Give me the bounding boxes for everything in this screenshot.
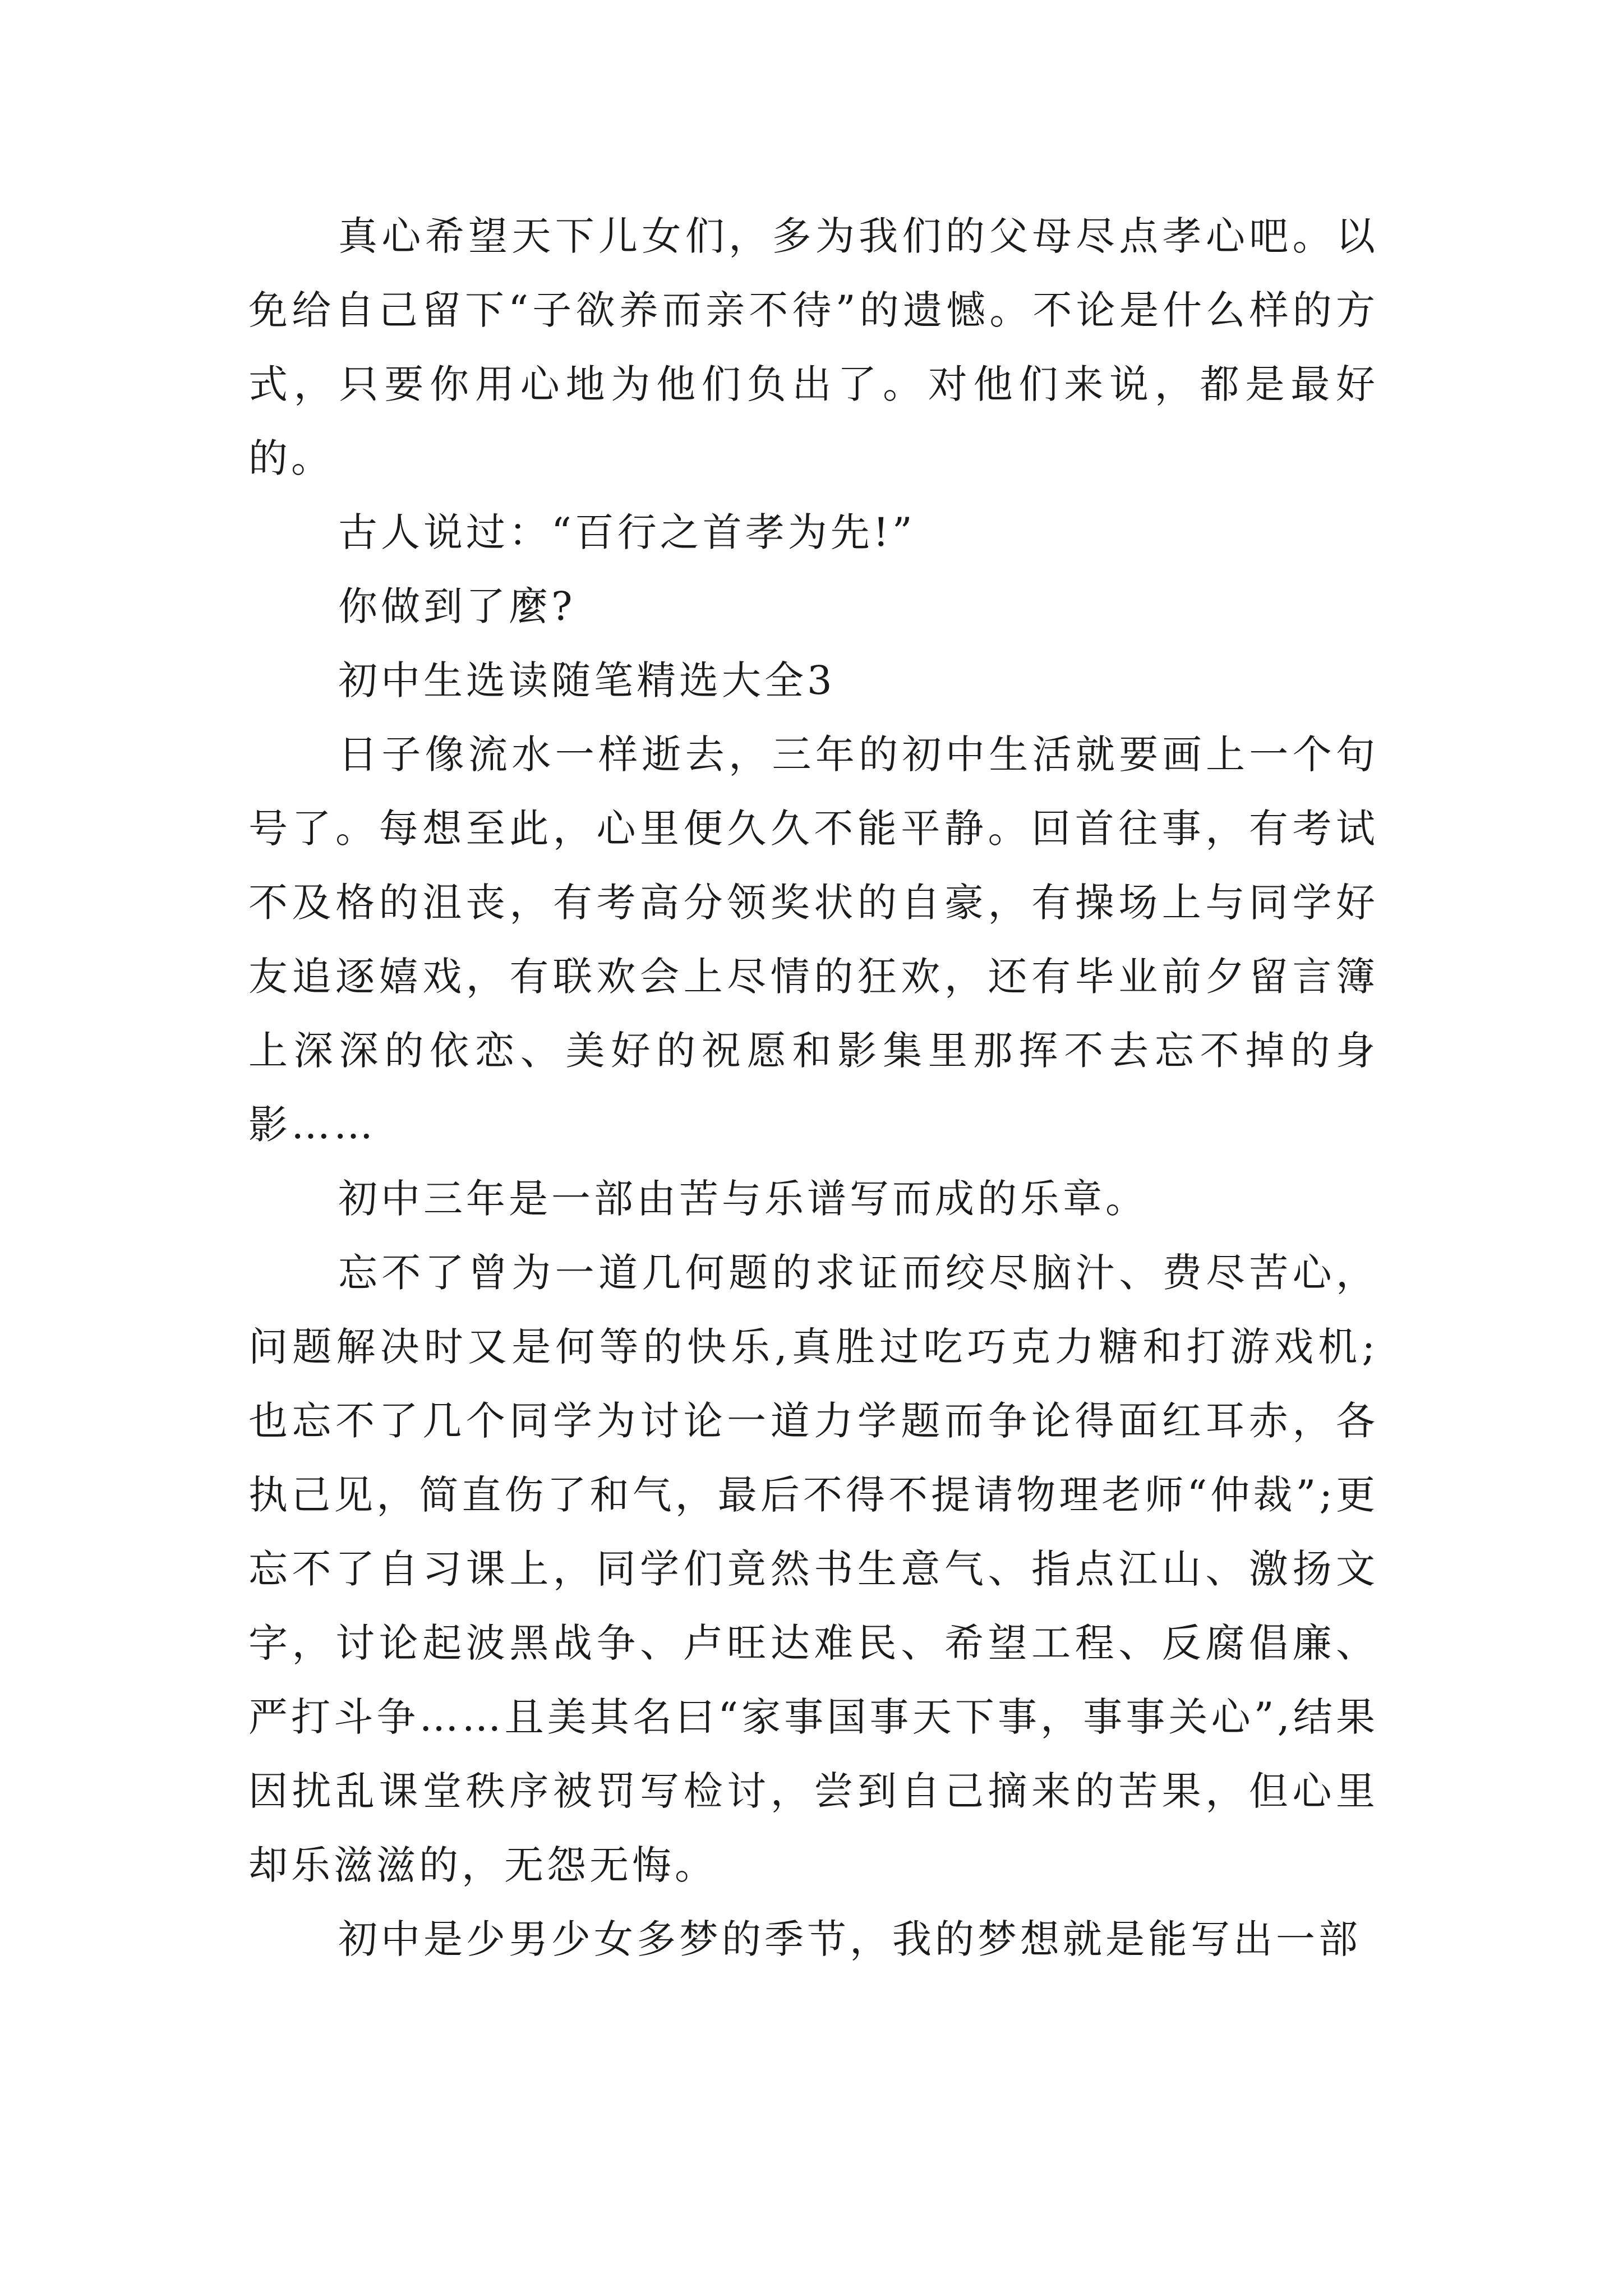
section-heading: 初中生选读随笔精选大全3: [338, 657, 836, 703]
paragraph-ancient-saying: 古人说过：“百行之首孝为先!”: [338, 509, 916, 555]
paragraph-days-pass: 日子像流水一样逝去，三年的初中生活就要画上一个句号了。每想至此，心里便久久不能平静。回首往事，有考试不及格的沮丧，有考高分领奖状的自豪，有操场上与同学好友追逐嬉戏，有联欢会上尽情的狂欢，还有毕业前夕留言簿上深深的依恋、美好的祝愿和影集里那挥不去忘不掉的身影……: [248, 731, 1378, 1148]
document-body: [248, 199, 1378, 1976]
paragraph-filial-wish: 真心希望天下儿女们，多为我们的父母尽点孝心吧。以免给自己留下“子欲养而亲不待”的遗憾。不论是什么样的方式，只要你用心地为他们负出了。对他们来说，都是最好的。: [248, 213, 1378, 481]
paragraph-question: 你做到了麼?: [338, 583, 576, 629]
paragraph-three-years: 初中三年是一部由苦与乐谱写而成的乐章。: [338, 1176, 1148, 1222]
paragraph-memories: 忘不了曾为一道几何题的求证而绞尽脑汁、费尽苦心，问题解决时又是何等的快乐,真胜过吃巧克力糖和打游戏机;也忘不了几个同学为讨论一道力学题而争论得面红耳赤，各执己见，简直伤了和气，最后不得不提请物理老师“仲裁”;更忘不了自习课上，同学们竟然书生意气、指点江山、激扬文字，讨论起波黑战争、卢旺达难民、希望工程、反腐倡廉、严打斗争……且美其名曰“家事国事天下事，事事关心”,结果因扰乱课堂秩序被罚写检讨，尝到自己摘来的苦果，但心里却乐滋滋的，无怨无悔。: [248, 1250, 1378, 1888]
paragraph-dream: 初中是少男少女多梦的季节，我的梦想就是能写出一部: [338, 1916, 1361, 1962]
